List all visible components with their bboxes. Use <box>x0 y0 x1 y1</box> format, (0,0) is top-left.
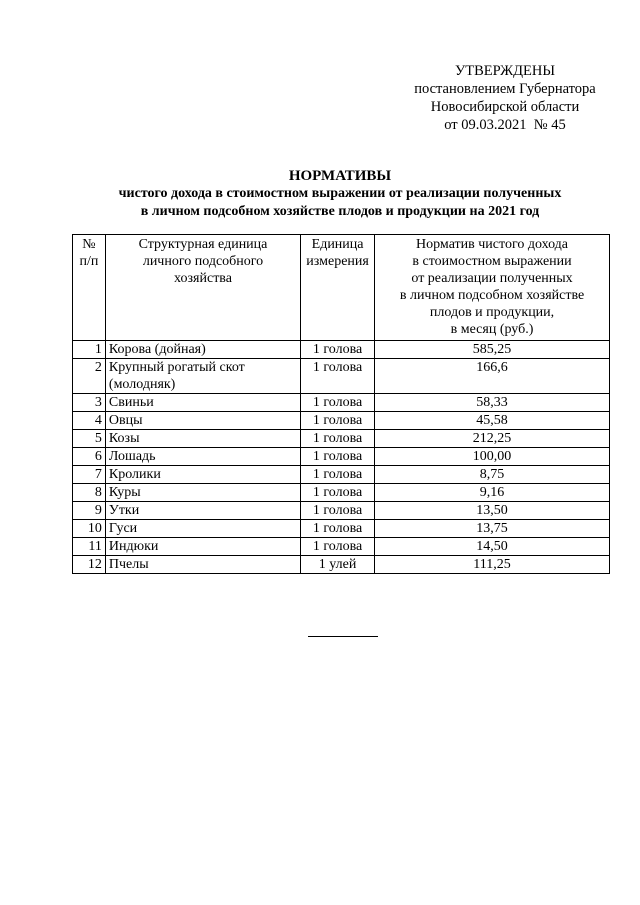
approval-region: Новосибирской области <box>430 99 580 115</box>
row-number: 6 <box>73 448 106 466</box>
document-subtitle-line-1: чистого дохода в стоимостном выражении от реализации полученных <box>118 186 562 201</box>
row-norm-value: 8,75 <box>375 466 610 484</box>
row-measure: 1 голова <box>301 538 375 556</box>
header-unit-name <box>105 235 300 341</box>
header-measure-line: измерения <box>306 254 369 269</box>
header-unit-name-line: Структурная единица <box>138 237 268 252</box>
row-norm-value: 45,58 <box>375 412 610 430</box>
header-unit-name-line: хозяйства <box>174 271 232 286</box>
approval-stamp <box>400 62 610 134</box>
table-header-row <box>73 235 610 341</box>
row-number: 12 <box>73 556 106 574</box>
document-heading <box>60 167 620 221</box>
row-measure: 1 голова <box>301 412 375 430</box>
table-row <box>73 430 610 448</box>
table-row <box>73 502 610 520</box>
document-subtitle-line-2: в личном подсобном хозяйстве плодов и продукции на 2021 год <box>140 204 540 219</box>
row-number: 5 <box>73 430 106 448</box>
row-unit-name: Пчелы <box>105 556 300 574</box>
row-norm-value: 58,33 <box>375 394 610 412</box>
header-norm-line: в стоимостном выражении <box>412 254 572 269</box>
table-row <box>73 538 610 556</box>
row-unit-name: Овцы <box>105 412 300 430</box>
header-num <box>73 235 106 341</box>
table-row <box>73 520 610 538</box>
row-norm-value: 166,6 <box>375 359 610 394</box>
table-row <box>73 359 610 394</box>
header-norm-line: от реализации полученных <box>411 271 573 286</box>
header-norm-line: в месяц (руб.) <box>450 322 534 337</box>
row-measure: 1 голова <box>301 341 375 359</box>
approval-date-number: от 09.03.2021 № 45 <box>444 117 566 133</box>
row-number: 1 <box>73 341 106 359</box>
row-unit-name: Корова (дойная) <box>105 341 300 359</box>
row-number: 11 <box>73 538 106 556</box>
row-measure: 1 голова <box>301 502 375 520</box>
header-measure-line: Единица <box>311 237 364 252</box>
row-norm-value: 585,25 <box>375 341 610 359</box>
table-row <box>73 394 610 412</box>
approval-decree: постановлением Губернатора <box>414 81 596 97</box>
header-norm-line: плодов и продукции, <box>429 305 555 320</box>
row-number: 2 <box>73 359 106 394</box>
row-unit-name: Куры <box>105 484 300 502</box>
table-row <box>73 341 610 359</box>
row-norm-value: 14,50 <box>375 538 610 556</box>
row-measure: 1 голова <box>301 448 375 466</box>
row-unit-name: Кролики <box>105 466 300 484</box>
row-measure: 1 голова <box>301 484 375 502</box>
row-norm-value: 13,75 <box>375 520 610 538</box>
row-number: 8 <box>73 484 106 502</box>
row-measure: 1 голова <box>301 394 375 412</box>
row-unit-name: Козы <box>105 430 300 448</box>
row-number: 9 <box>73 502 106 520</box>
row-unit-name: Индюки <box>105 538 300 556</box>
header-num-line: № <box>82 237 96 252</box>
row-number: 10 <box>73 520 106 538</box>
row-norm-value: 111,25 <box>375 556 610 574</box>
row-unit-name: Гуси <box>105 520 300 538</box>
closing-line-divider <box>308 636 378 637</box>
table-row <box>73 448 610 466</box>
row-unit-name: Крупный рогатый скот (молодняк) <box>105 359 300 394</box>
row-number: 7 <box>73 466 106 484</box>
row-measure: 1 голова <box>301 359 375 394</box>
row-number: 4 <box>73 412 106 430</box>
header-norm-line: Норматив чистого дохода <box>416 237 569 252</box>
row-norm-value: 13,50 <box>375 502 610 520</box>
norms-table <box>72 234 610 574</box>
table-row <box>73 466 610 484</box>
approval-title: УТВЕРЖДЕНЫ <box>454 63 556 79</box>
header-unit-name-line: личного подсобного <box>142 254 264 269</box>
table-row <box>73 412 610 430</box>
row-unit-name: Утки <box>105 502 300 520</box>
row-measure: 1 голова <box>301 466 375 484</box>
row-norm-value: 212,25 <box>375 430 610 448</box>
row-measure: 1 голова <box>301 520 375 538</box>
row-norm-value: 100,00 <box>375 448 610 466</box>
row-number: 3 <box>73 394 106 412</box>
row-unit-name: Лошадь <box>105 448 300 466</box>
table-row <box>73 556 610 574</box>
header-norm <box>375 235 610 341</box>
row-unit-name: Свиньи <box>105 394 300 412</box>
header-num-line: п/п <box>79 254 99 269</box>
row-norm-value: 9,16 <box>375 484 610 502</box>
header-norm-line: в личном подсобном хозяйстве <box>399 288 585 303</box>
header-measure <box>301 235 375 341</box>
document-title: НОРМАТИВЫ <box>288 168 392 184</box>
table-row <box>73 484 610 502</box>
row-measure: 1 улей <box>301 556 375 574</box>
row-measure: 1 голова <box>301 430 375 448</box>
